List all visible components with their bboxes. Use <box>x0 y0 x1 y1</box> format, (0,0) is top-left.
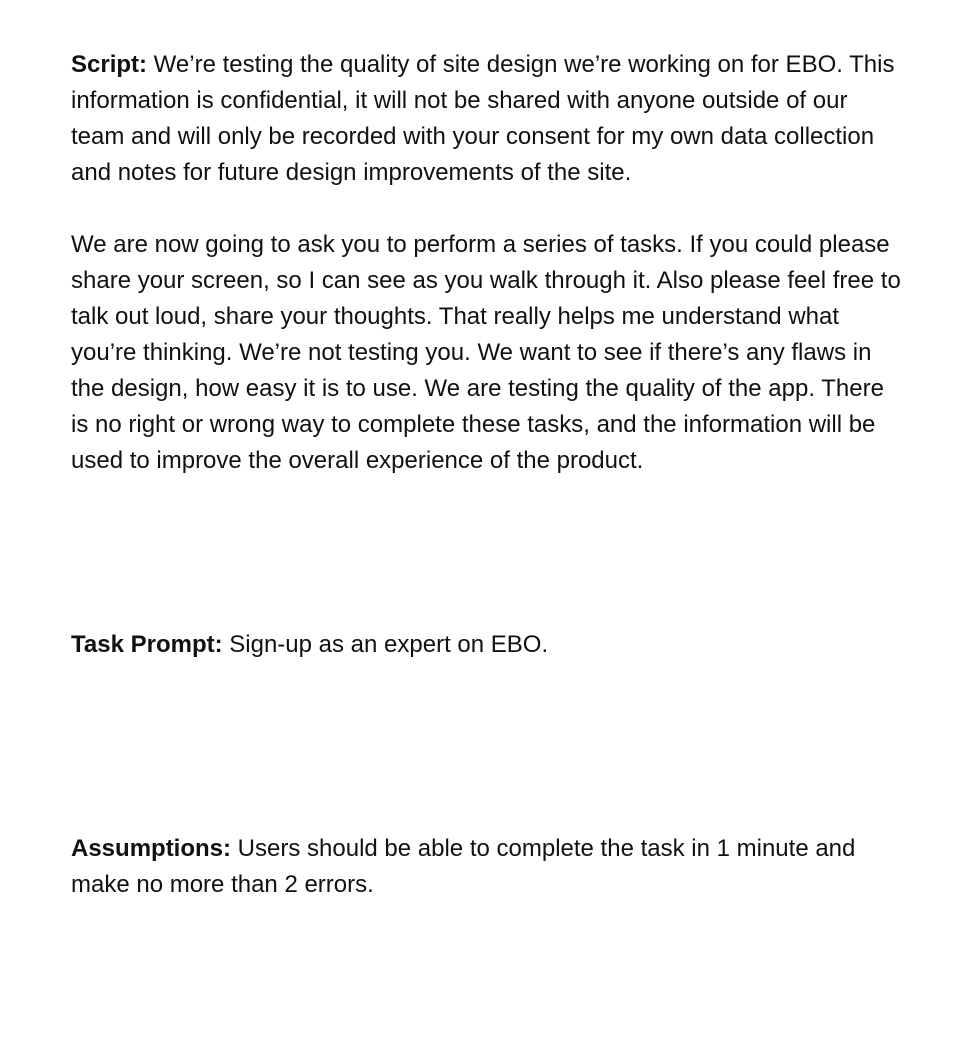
assumptions-label: Assumptions: <box>71 835 232 862</box>
document-body <box>71 47 901 903</box>
task-prompt-label: Task Prompt: <box>71 631 223 658</box>
assumptions-paragraph <box>71 831 901 903</box>
task-prompt-text: Sign-up as an expert on EBO. <box>222 631 549 658</box>
script-paragraph <box>71 47 901 191</box>
script-text: We’re testing the quality of site design we’re working on for EBO. This information is confidential, it will not be shared with anyone outside of our team and will only be recorded with your consent for my own data collection and notes for future design improvements of the site. <box>71 51 895 186</box>
task-prompt-paragraph <box>71 627 901 663</box>
script-label: Script: <box>71 51 148 78</box>
instructions-paragraph: We are now going to ask you to perform a series of tasks. If you could please share your screen, so I can see as you walk through it. Also please feel free to talk out loud, share your thoughts. That really helps me understand what you’re thinking. We’re not testing you. We want to see if there’s any flaws in the design, how easy it is to use. We are testing the quality of the app. There is no right or wrong way to complete these tasks, and the information will be used to improve the overall experience of the product. <box>71 231 901 474</box>
assumptions-text: Users should be able to complete the task in 1 minute and make no more than 2 errors. <box>71 835 856 898</box>
